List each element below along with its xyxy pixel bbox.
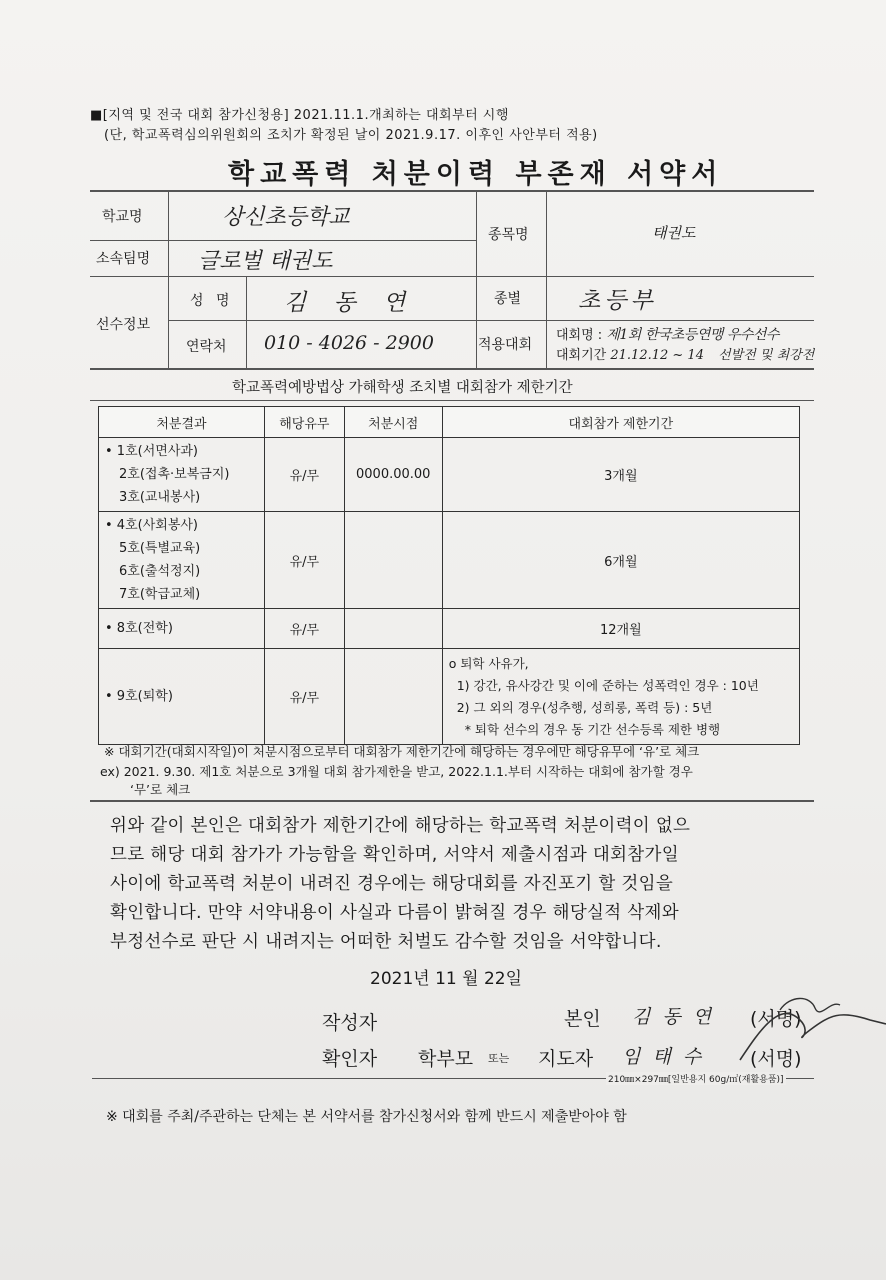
col-applicable-header: 해당유무 <box>264 407 344 438</box>
group2-date <box>344 512 442 609</box>
info-rule-3 <box>168 320 814 321</box>
table-row <box>99 649 800 745</box>
group3-item: • 8호(전학) <box>99 609 265 649</box>
info-vrule-4 <box>246 276 247 368</box>
list-item: • 4호(사회봉사) <box>105 518 199 533</box>
coach-name: 임 태 수 <box>622 1046 705 1068</box>
header-line-1: ■[지역 및 전국 대회 참가신청용] 2021.11.1.개최하는 대회부터 시행 <box>90 108 509 123</box>
competition-label: 적용대회 <box>478 337 533 353</box>
player-info-label: 선수정보 <box>96 317 151 333</box>
school-label: 학교명 <box>102 209 143 225</box>
event-label: 종목명 <box>488 227 529 243</box>
group2-applicable: 유/무 <box>264 512 344 609</box>
header-line-2: (단, 학교폭력심의위원회의 조치가 확정된 날이 2021.9.17. 이후인 사안부터 적용) <box>104 128 598 143</box>
note-3: ‘무’로 체크 <box>130 782 191 797</box>
confirmer-label: 확인자 <box>322 1048 378 1070</box>
col-date-header: 처분시점 <box>344 407 442 438</box>
info-vrule-1 <box>168 190 169 368</box>
info-rule-1 <box>90 240 476 241</box>
pledge-line: 부정선수로 판단 시 내려지는 어떠한 처벌도 감수할 것임을 서약합니다. <box>110 932 662 952</box>
parent-label: 학부모 <box>418 1048 474 1070</box>
comp-name-value: 제1회 한국초등연맹 우수선수 <box>606 327 779 343</box>
list-item: 5호(특별교육) <box>119 541 201 556</box>
self-name: 김 동 연 <box>632 1006 715 1028</box>
name-value: 김 동 연 <box>284 290 416 316</box>
group4-item: • 9호(퇴학) <box>99 649 265 745</box>
comp-period-extra: 선발전 및 최강전 <box>718 348 815 363</box>
comp-name-prefix: 대회명 : <box>556 328 603 343</box>
note-1: ※ 대회기간(대회시작일)이 처분시점으로부터 대회참가 제한기간에 해당하는 경우에만 해당유무에 ‘유’로 체크 <box>104 744 700 759</box>
group3-date <box>344 609 442 649</box>
team-label: 소속팀명 <box>96 251 151 267</box>
group2-period: 6개월 <box>442 512 799 609</box>
col-result-header: 처분결과 <box>99 407 265 438</box>
division-value: 초등부 <box>578 288 657 314</box>
group2-items <box>99 512 265 609</box>
team-value: 글로벌 태권도 <box>198 249 333 274</box>
restriction-heading-rule <box>90 400 814 401</box>
restriction-heading: 학교폭력예방법상 가해학생 조치별 대회참가 제한기간 <box>232 380 573 396</box>
list-item: • 1호(서면사과) <box>105 444 199 459</box>
group1-period: 3개월 <box>442 438 799 512</box>
list-item: 6호(출석정지) <box>119 564 201 579</box>
restriction-table <box>98 406 800 745</box>
table-row <box>99 438 800 512</box>
group4-date <box>344 649 442 745</box>
final-note: ※ 대회를 주최/주관하는 단체는 본 서약서를 참가신청서와 함께 반드시 제출받아야 함 <box>106 1109 627 1125</box>
contact-value: 010 - 4026 - 2900 <box>264 332 434 354</box>
handwritten-signature-mark <box>720 990 886 1070</box>
group4-applicable: 유/무 <box>264 649 344 745</box>
table-header-row <box>99 407 800 438</box>
paper-spec: 210㎜×297㎜[일반용지 60g/㎡(재활용품)] <box>606 1072 786 1085</box>
pledge-paragraph <box>110 812 810 957</box>
group1-items <box>99 438 265 512</box>
self-label: 본인 <box>564 1008 601 1030</box>
sign-label-2: (서명) <box>750 1048 802 1070</box>
pledge-line: 사이에 학교폭력 처분이 내려진 경우에는 해당대회를 자진포기 할 것임을 <box>110 874 674 894</box>
competition-name <box>556 324 779 344</box>
group1-applicable: 유/무 <box>264 438 344 512</box>
comp-period-value: 21.12.12 ~ 14 <box>610 348 704 363</box>
contact-label: 연락처 <box>186 339 227 355</box>
group1-date: 0000.00.00 <box>344 438 442 512</box>
list-item: 7호(학급교체) <box>119 587 201 602</box>
info-vrule-3 <box>546 190 547 368</box>
list-item: * 퇴학 선수의 경우 동 기간 선수등록 제한 병행 <box>464 721 721 737</box>
event-value: 태권도 <box>652 224 696 242</box>
name-label: 성 명 <box>190 293 234 309</box>
note-2: ex) 2021. 9.30. 제1호 처분으로 3개월 대회 참가제한을 받고, 2022.1.1.부터 시작하는 대회에 참가할 경우 <box>100 764 693 779</box>
division-label: 종별 <box>494 291 522 307</box>
competition-period <box>556 344 814 363</box>
info-vrule-2 <box>476 190 477 368</box>
list-item: 2호(접촉·보복금지) <box>119 467 230 482</box>
document-title: 학교폭력 처분이력 부존재 서약서 <box>228 159 724 190</box>
info-top-rule <box>90 190 814 192</box>
notes-rule <box>90 800 814 802</box>
or-label: 또는 <box>488 1052 510 1065</box>
list-item: 2) 그 외의 경우(성추행, 성희롱, 폭력 등) : 5년 <box>456 699 713 715</box>
pledge-line: 확인합니다. 만약 서약내용이 사실과 다름이 밝혀질 경우 해당실적 삭제와 <box>110 903 679 923</box>
table-row <box>99 512 800 609</box>
col-period-header: 대회참가 제한기간 <box>442 407 799 438</box>
pledge-line: 므로 해당 대회 참가가 가능함을 확인하며, 서약서 제출시점과 대회참가일 <box>110 845 679 865</box>
sign-label-1: (서명) <box>750 1008 802 1030</box>
pledge-date: 2021년 11 월 22일 <box>370 969 523 989</box>
list-item: 3호(교내봉사) <box>119 490 201 505</box>
list-item: 1) 강간, 유사강간 및 이에 준하는 성폭력인 경우 : 10년 <box>456 677 759 693</box>
coach-label: 지도자 <box>538 1048 594 1070</box>
comp-period-prefix: 대회기간 <box>556 348 607 363</box>
pledge-line: 위와 같이 본인은 대회참가 제한기간에 해당하는 학교폭력 처분이력이 없으 <box>110 816 691 836</box>
group3-period: 12개월 <box>442 609 799 649</box>
list-item: o 퇴학 사유가, <box>448 655 529 671</box>
writer-label: 작성자 <box>322 1012 378 1034</box>
group3-applicable: 유/무 <box>264 609 344 649</box>
group4-period <box>442 649 799 745</box>
table-row <box>99 609 800 649</box>
info-bottom-rule <box>90 368 814 370</box>
school-value: 상신초등학교 <box>222 205 350 230</box>
info-rule-2 <box>90 276 814 277</box>
